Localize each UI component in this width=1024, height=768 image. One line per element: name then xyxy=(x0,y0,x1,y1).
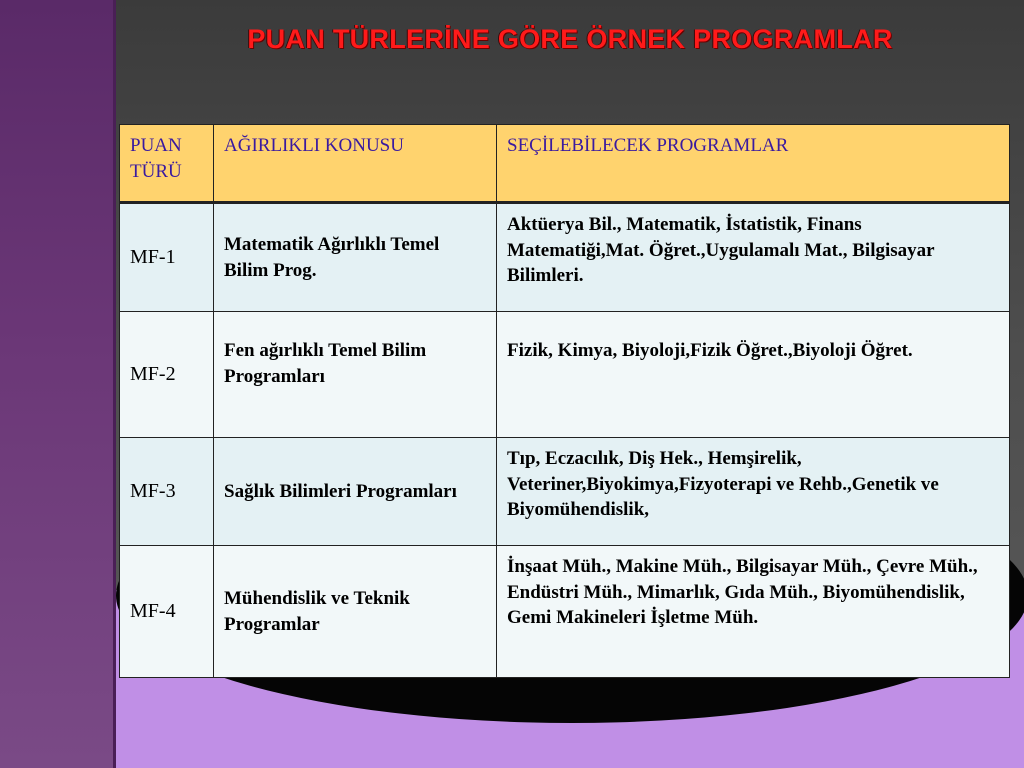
row-agirlikli-konusu: Sağlık Bilimleri Programları xyxy=(214,438,497,546)
header-puan-turu: PUAN TÜRÜ xyxy=(120,125,214,203)
row-puan-turu: MF-1 xyxy=(120,203,214,312)
programs-table xyxy=(119,124,1010,678)
row-puan-turu: MF-2 xyxy=(120,312,214,438)
table-row xyxy=(120,203,1010,312)
row-programlar: İnşaat Müh., Makine Müh., Bilgisayar Müh., Çevre Müh., Endüstri Müh., Mimarlık, Gıda Müh., Biyomühendislik, Gemi Makineleri İşletme Müh. xyxy=(497,546,1010,678)
row-agirlikli-konusu: Fen ağırlıklı Temel Bilim Programları xyxy=(214,312,497,438)
left-purple-stripe xyxy=(0,0,116,768)
slide-title: PUAN TÜRLERİNE GÖRE ÖRNEK PROGRAMLAR xyxy=(247,24,893,54)
header-secilebilecek-programlar: SEÇİLEBİLECEK PROGRAMLAR xyxy=(497,125,1010,203)
row-puan-turu: MF-3 xyxy=(120,438,214,546)
row-programlar: Tıp, Eczacılık, Diş Hek., Hemşirelik, Veteriner,Biyokimya,Fizyoterapi ve Rehb.,Genetik ve Biyomühendislik, xyxy=(497,438,1010,546)
table-row xyxy=(120,438,1010,546)
table-row xyxy=(120,312,1010,438)
row-programlar: Aktüerya Bil., Matematik, İstatistik, Finans Matematiği,Mat. Öğret.,Uygulamalı Mat., Bilgisayar Bilimleri. xyxy=(497,203,1010,312)
row-programlar: Fizik, Kimya, Biyoloji,Fizik Öğret.,Biyoloji Öğret. xyxy=(497,312,1010,438)
header-agirlikli-konusu: AĞIRLIKLI KONUSU xyxy=(214,125,497,203)
row-agirlikli-konusu: Mühendislik ve Teknik Programlar xyxy=(214,546,497,678)
row-puan-turu: MF-4 xyxy=(120,546,214,678)
table-header-row xyxy=(120,125,1010,203)
table-row xyxy=(120,546,1010,678)
row-agirlikli-konusu: Matematik Ağırlıklı Temel Bilim Prog. xyxy=(214,203,497,312)
